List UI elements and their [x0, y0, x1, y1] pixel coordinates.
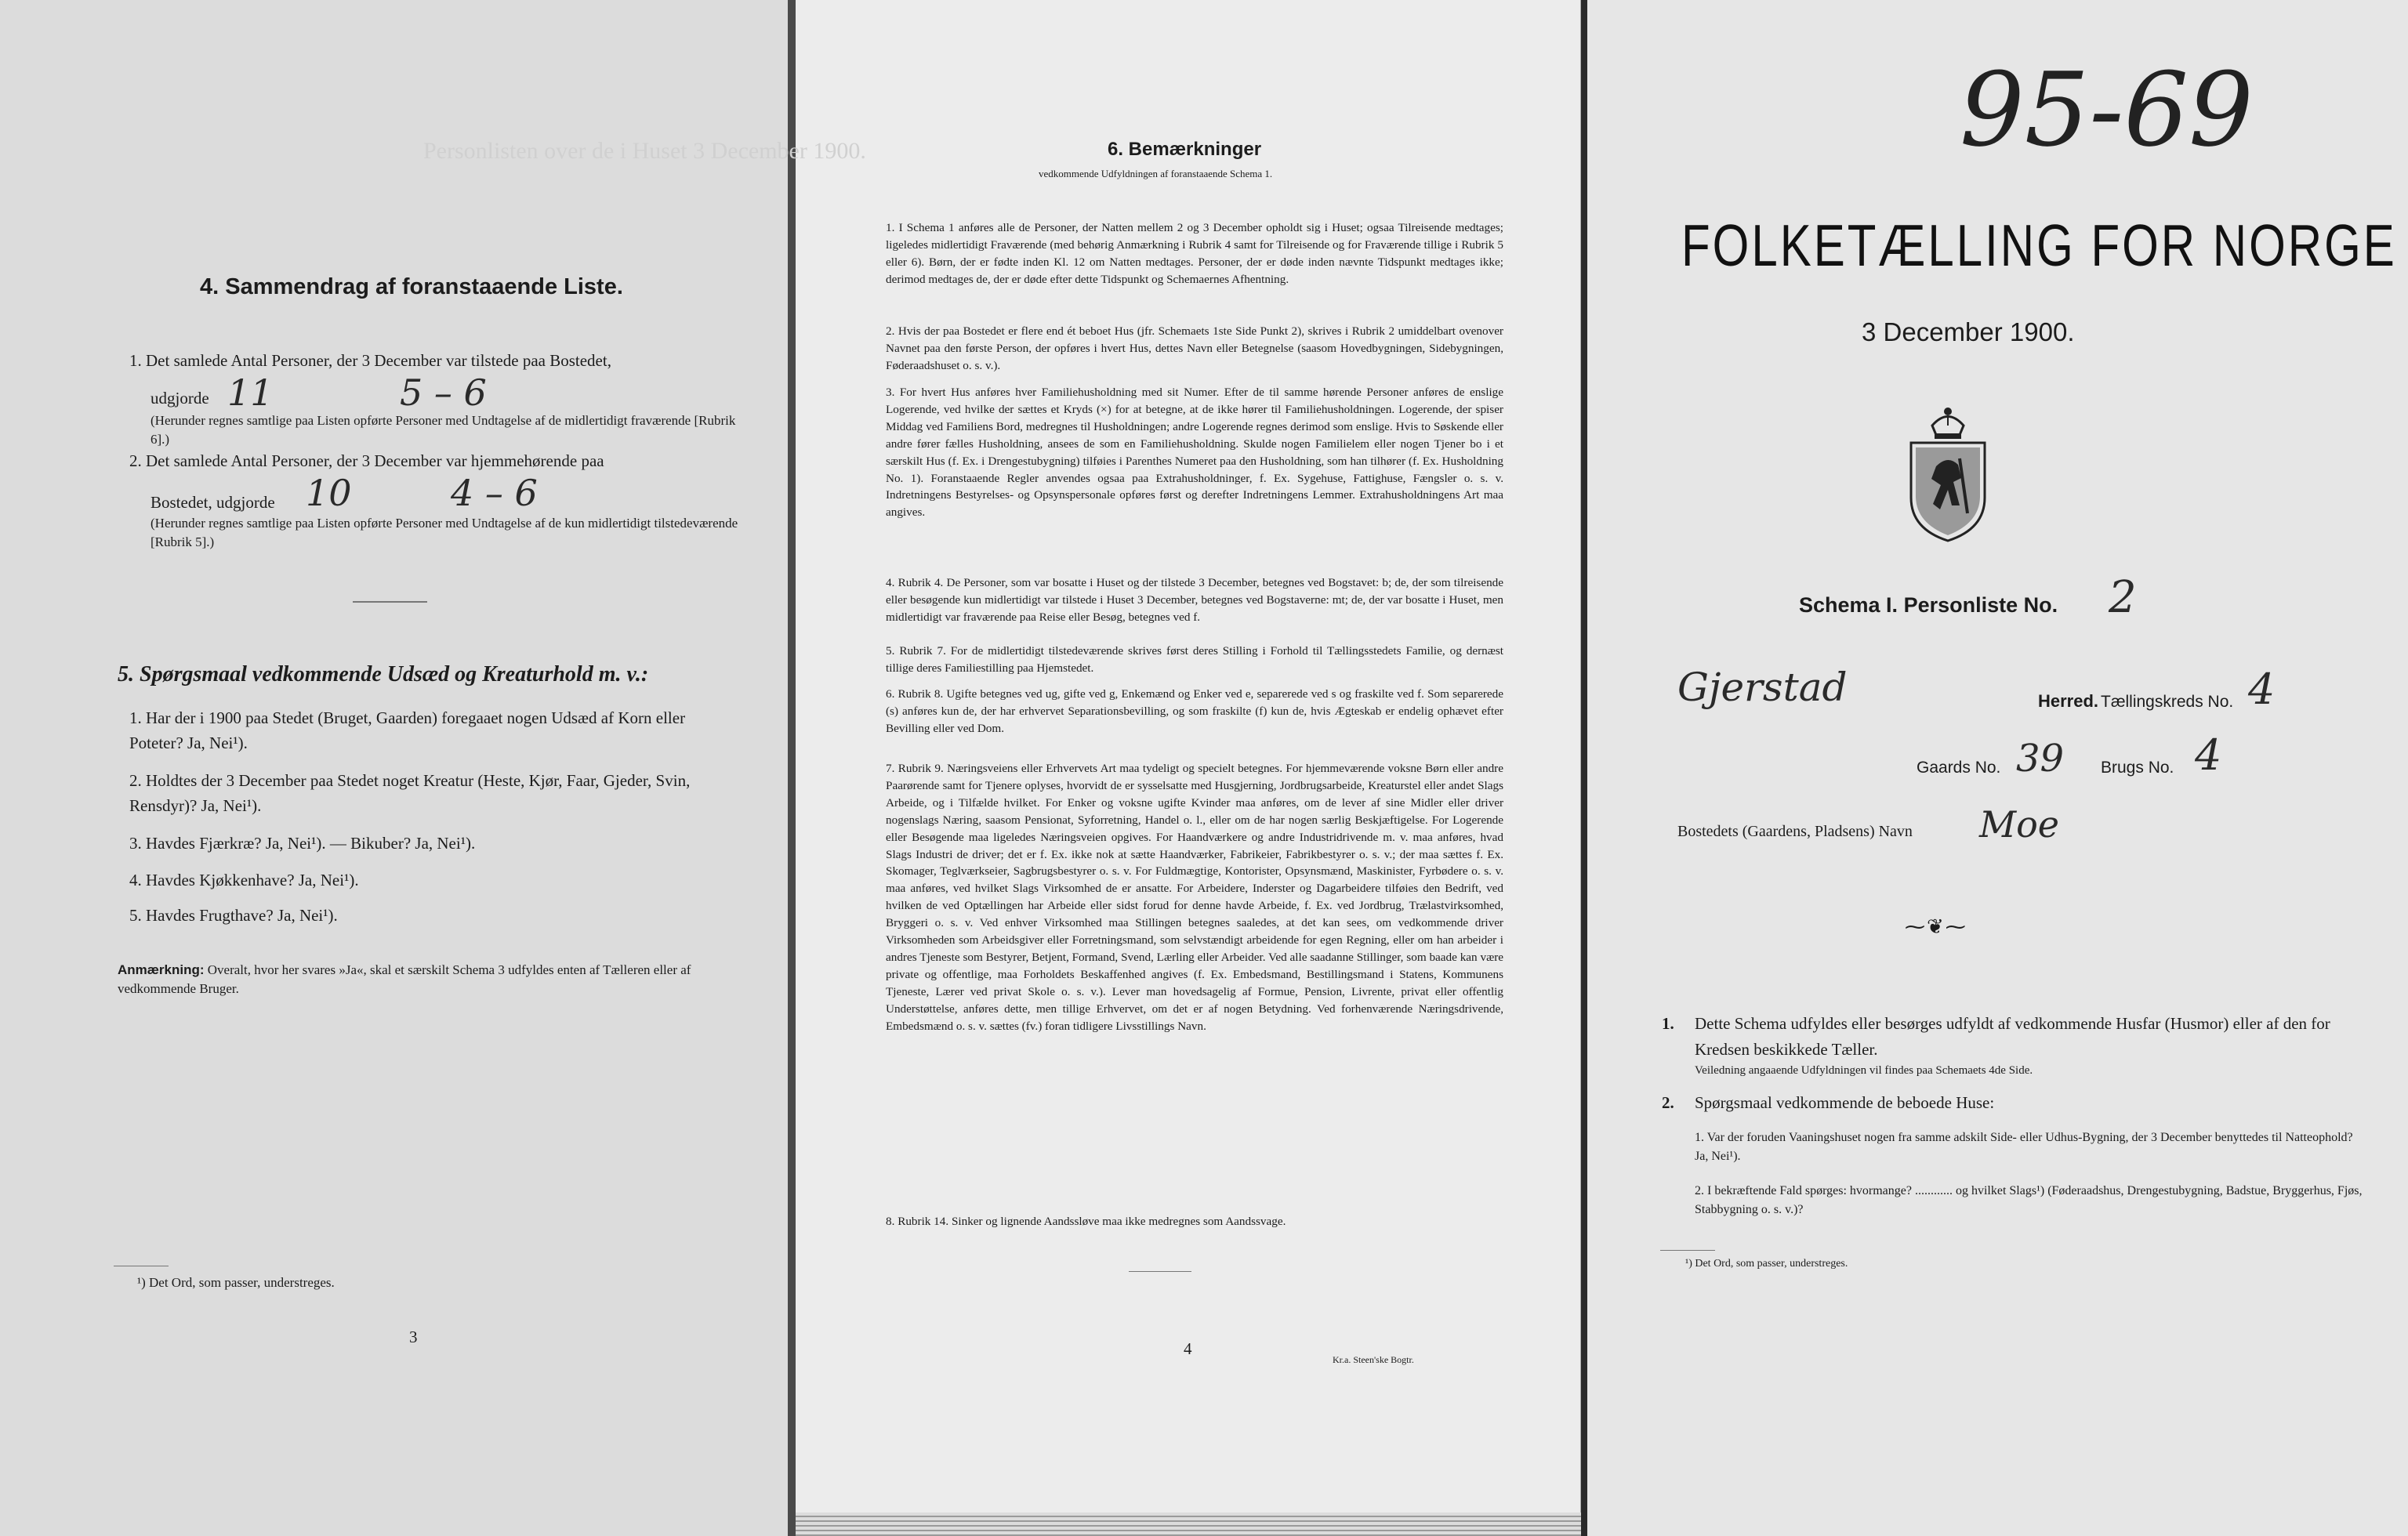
s4-q2-note: (Herunder regnes samtlige paa Listen opførte Personer med Undtagelse af de kun midlertidigt tilstedeværende [Rubrik 5].): [150, 516, 738, 549]
remark-4: 4. Rubrik 4. De Personer, som var bosatte i Huset og der tilstede 3 December, betegnes ved Bogstavet: b; de, der som tilreisende eller besøgende kun midlertidigt var tilstede i Huset 3 December, betegnes ved Bogstaverne: mt; de, der var bosatte i Huset, men midlertidigt var fraværende paa Reise eller Besøg, betegnes ved f.: [886, 576, 1503, 624]
kreds-label: Tællingskreds No.: [2101, 693, 2234, 711]
s4-q1-note: (Herunder regnes samtlige paa Listen opførte Personer med Undtagelse af de midlertidigt fraværende [Rubrik 6].): [150, 413, 736, 447]
s5-q3: 3. Havdes Fjærkræ? Ja, Nei¹). — Bikuber? Ja, Nei¹).: [129, 834, 476, 853]
schema-number-handwritten: 2: [2109, 572, 2137, 623]
remark-3: 3. For hvert Hus anføres hver Familiehusholdning med sit Numer. Efter de til samme hørende Personer anføres de enslige Logerende, ved hvilke der sættes et Kryds (×) for at betegne, at de ikke hører til Familiehusholdningen. Logerende, der spiser Middag ved Familiens Bord, medregnes til Husholdningen; andre Logerende regnes derimod som enslige. Hvis to Søskende eller andre fører fælles Husholdning, ansees de som en Familiehusholdning. Skulde nogen Familielem eller nogen Tjener bo i et særskilt Hus (f. Ex. i Drengestubygning) tilføies i Parenthes Numeret paa den Husholdning, som han tilhører (f. Ex. Husholdning No. 1). Foranstaaende Regler anvendes ogsaa paa Extrahusholdninger, f. Ex. Sygehuse, Fattighuse, Fængsler o. s. v. Indretningens Bestyrelses- og Opsynspersonale opføres først og derefter Indretningens Lemmer. Extrahusholdningens Art maa angives.: [886, 386, 1503, 520]
page-gutter-right: [1581, 0, 1587, 1536]
annotation-label: Anmærkning:: [118, 962, 205, 977]
s5-q2: 2. Holdtes der 3 December paa Stedet noget Kreatur (Heste, Kjør, Faar, Gjeder, Svin, Rensdyr)? Ja, Nei¹).: [129, 771, 691, 815]
s4-q2-label: Bostedet, udgjorde: [150, 493, 275, 512]
brugs-number-handwritten: 4: [2195, 730, 2222, 780]
coat-of-arms-icon: [1905, 404, 1991, 545]
s5-q5: 5. Havdes Frugthave? Ja, Nei¹).: [129, 906, 338, 925]
bosted-label: Bostedets (Gaardens, Pladsens) Navn: [1677, 823, 1913, 840]
printer-mark: Kr.a. Steen'ske Bogtr.: [1333, 1354, 1414, 1365]
remarks-subtitle: vedkommende Udfyldningen af foranstaaende Schema 1.: [1039, 168, 1273, 179]
s4-q1-label: udgjorde: [150, 389, 209, 408]
s4-q2-handwritten-b: 4 – 6: [451, 472, 538, 514]
handwritten-archive-number: 95-69: [1960, 50, 2254, 169]
section5-title: 5. Spørgsmaal vedkommende Udsæd og Kreaturhold m. v.:: [118, 662, 649, 686]
brugs-label: Brugs No.: [2101, 759, 2174, 777]
gaards-label: Gaards No.: [1917, 759, 2001, 777]
footnote-right: ¹) Det Ord, som passer, understreges.: [1685, 1258, 1848, 1270]
page-gutter: [788, 0, 796, 1536]
s5-q1: 1. Har der i 1900 paa Stedet (Bruget, Gaarden) foregaaet nogen Udsæd af Korn eller Poteter? Ja, Nei¹).: [129, 708, 686, 752]
form-date: 3 December 1900.: [1862, 317, 2075, 346]
remark-1: 1. I Schema 1 anføres alle de Personer, der Natten mellem 2 og 3 December opholdt sig i Huset; ogsaa Tilreisende medtages; ligeledes midlertidigt Fraværende (med behørig Anmærkning i Rubrik 4 samt for Tilreisende og for Fraværende tillige i Rubrik 5 eller 6). Børn, der er fødte inden Kl. 12 om Natten medtages. Personer, der er døde inden nævnte Tidspunkt medtages ikke; derimod medtages de, der er døde efter dette Tidspunkt og Schemaernes Afhentning.: [886, 221, 1503, 286]
s4-q2-handwritten-a: 10: [306, 472, 352, 514]
gaards-number-handwritten: 39: [2016, 737, 2065, 781]
remark-5: 5. Rubrik 7. For de midlertidigt tilstedeværende skrives først deres Stilling i Forhold til Tællingsstedets Familie, og dernæst tillige deres Familiestilling paa Hjemstedet.: [886, 644, 1503, 675]
instruction-1-text: Dette Schema udfyldes eller besørges udfyldt af vedkommende Husfar (Husmor) eller af den for Kredsen beskikkede Tæller.: [1695, 1014, 2330, 1059]
s4-q1-text: 1. Det samlede Antal Personer, der 3 December var tilstede paa Bostedet,: [129, 351, 611, 370]
footnote-rule-right: [1660, 1250, 1715, 1251]
remark-7: 7. Rubrik 9. Næringsveiens eller Erhvervets Art maa tydeligt og specielt betegnes. For hjemmeværende voksne Børn eller andre Paarørende samt for Tjenere oplyses, hvorvidt de er sysselsatte med Husgjerning, Jordbrugsarbeide, Kreaturstel eller andet Slags Arbeide, og i Tilfælde hvilket. For Enker og voksne ugifte Kvinder maa anføres, om de lever af sine Midler eller driver nogenslags Næring, saasom Pensionat, Syforretning, Handel o. l., eller om de har nogen særlig Beskjæftigelse. For Logerende eller Besøgende maa ligeledes Næringsveien opgives. For Haandværkere og andre Industridrivende m. v. maa anføres, hvad Slags Industri de driver; det er f. Ex. ikke nok at sætte Haandværker, Fabrikeier, Fabrikbestyrer o. s. v.; der maa sættes f. Ex. Skomager, Teglværkseier, Sagbrugsbestyrer o. s. v. For Fuldmægtige, Kontorister, Opsynsmænd, Maskinister, Fyrbødere o. s. v. maa anføres, ved hvilket Slags Virksomhed de er ansatte. For Arbeidere, Inderster og Dagarbeidere tilføies den Bedrift, ved hvilken de ved Optællingen har Arbeide eller sidst forud for denne havde Arbeide, f. Ex. ved Jordbrug, Trælastvirksomhed, Bryggeri o. s. v. Ved enhver Virksomhed maa Stillingen betegnes saaledes, at det kan sees, om vedkommende driver Virksomheden som Arbeidsgiver eller Forretningsmand, som selvstændigt arbeidende for egen Regning, eller om han arbeider i andres Tjeneste som Bestyrer, Betjent, Formand, Svend, Lærling eller Arbeider. Ved alle saadanne Stillinger, som baade kan være private og offentlige, maa Forholdets Beskaffenhed angives (f. Ex. Embedsmand, Bestillingsmand i Statens, Kommunens Tjeneste, Lærer ved privat Skole o. s. v.). Lever man hovedsagelig af Formue, Pension, Livrente, privat eller offentlig Understøttelse, anføres dette, men tillige Erhvervet, om det er af nogen Betydning. Ved forhenværende Næringsdrivende, Embedsmænd o. s. v. sættes (fv.) foran tidligere Livsstillings Navn.: [886, 762, 1503, 1033]
remarks-title: 6. Bemærkninger: [1108, 139, 1262, 160]
annotation-text: Overalt, hvor her svares »Ja«, skal et særskilt Schema 3 udfyldes enten af Tælleren eller af vedkommende Bruger.: [118, 962, 691, 996]
house-question-2: 2. I bekræftende Fald spørges: hvormange? ............ og hvilket Slags¹) (Føderaadshus, Drengestubygning, Badstue, Bryggerhus, Fjøs, Stabbygning o. s. v.)?: [1695, 1184, 2363, 1216]
kreds-number-handwritten: 4: [2248, 665, 2276, 714]
remark-8: 8. Rubrik 14. Sinker og lignende Aandssløve maa ikke medregnes som Aandssvage.: [886, 1215, 1286, 1228]
herred-handwritten: Gjerstad: [1677, 665, 1848, 710]
instruction-1-num: 1.: [1662, 1014, 1674, 1033]
s4-q1-handwritten-b: 5 – 6: [400, 371, 487, 414]
page-edge-stack: [796, 1512, 1581, 1536]
instruction-1-note: Veiledning angaaende Udfyldningen vil findes paa Schemaets 4de Side.: [1695, 1064, 2033, 1077]
remarks-divider: [1129, 1271, 1191, 1272]
s5-q4: 4. Havdes Kjøkkenhave? Ja, Nei¹).: [129, 871, 359, 889]
s4-q1-handwritten-a: 11: [227, 371, 274, 414]
instruction-2-text: Spørgsmaal vedkommende de beboede Huse:: [1695, 1093, 1995, 1112]
instruction-2: [1662, 1093, 2352, 1113]
divider: [353, 601, 427, 603]
herred-label: Herred.: [2038, 691, 2099, 711]
schema-label: Schema I. Personliste No.: [1799, 593, 2058, 617]
section4-title: 4. Sammendrag af foranstaaende Liste.: [200, 274, 623, 299]
footnote: ¹) Det Ord, som passer, understreges.: [137, 1275, 335, 1290]
s4-q2-text: 2. Det samlede Antal Personer, der 3 December var hjemmehørende paa: [129, 451, 604, 470]
form-title: FOLKETÆLLING FOR NORGE: [1681, 212, 2397, 278]
house-question-1: 1. Var der foruden Vaaningshuset nogen fra samme adskilt Side- eller Udhus-Bygning, der 3 December benyttedes til Natteophold? Ja, Nei¹).: [1695, 1131, 2353, 1163]
instruction-2-num: 2.: [1662, 1093, 1674, 1112]
faint-header: Personlisten over de i Huset 3 December 1900.: [423, 138, 866, 164]
page-number-mid: 4: [1184, 1339, 1192, 1358]
page-number: 3: [409, 1328, 418, 1346]
ornament: ⁓❦⁓: [1905, 915, 1967, 938]
remark-6: 6. Rubrik 8. Ugifte betegnes ved ug, gifte ved g, Enkemænd og Enker ved e, separerede ved s og fraskilte ved f. Som separerede (s) anføres kun de, der har erhvervet Separationsbevilling, og som fraskilte (f) kun de, hvis Ægteskab er endelig ophævet efter Bevilling eller ved Dom.: [886, 687, 1503, 735]
instruction-1: [1662, 1011, 2352, 1063]
annotation: [118, 961, 745, 998]
remark-2: 2. Hvis der paa Bostedet er flere end ét beboet Hus (jfr. Schemaets 1ste Side Punkt 2), skrives i Rubrik 2 umiddelbart ovenover Navnet paa den første Person, der opføres i hvert Hus, dettes Navn eller Betegnelse (saasom Hovedbygningen, Sidebygningen, Føderaadshuset o. s. v.).: [886, 324, 1503, 372]
bosted-name-handwritten: Moe: [1979, 803, 2060, 846]
